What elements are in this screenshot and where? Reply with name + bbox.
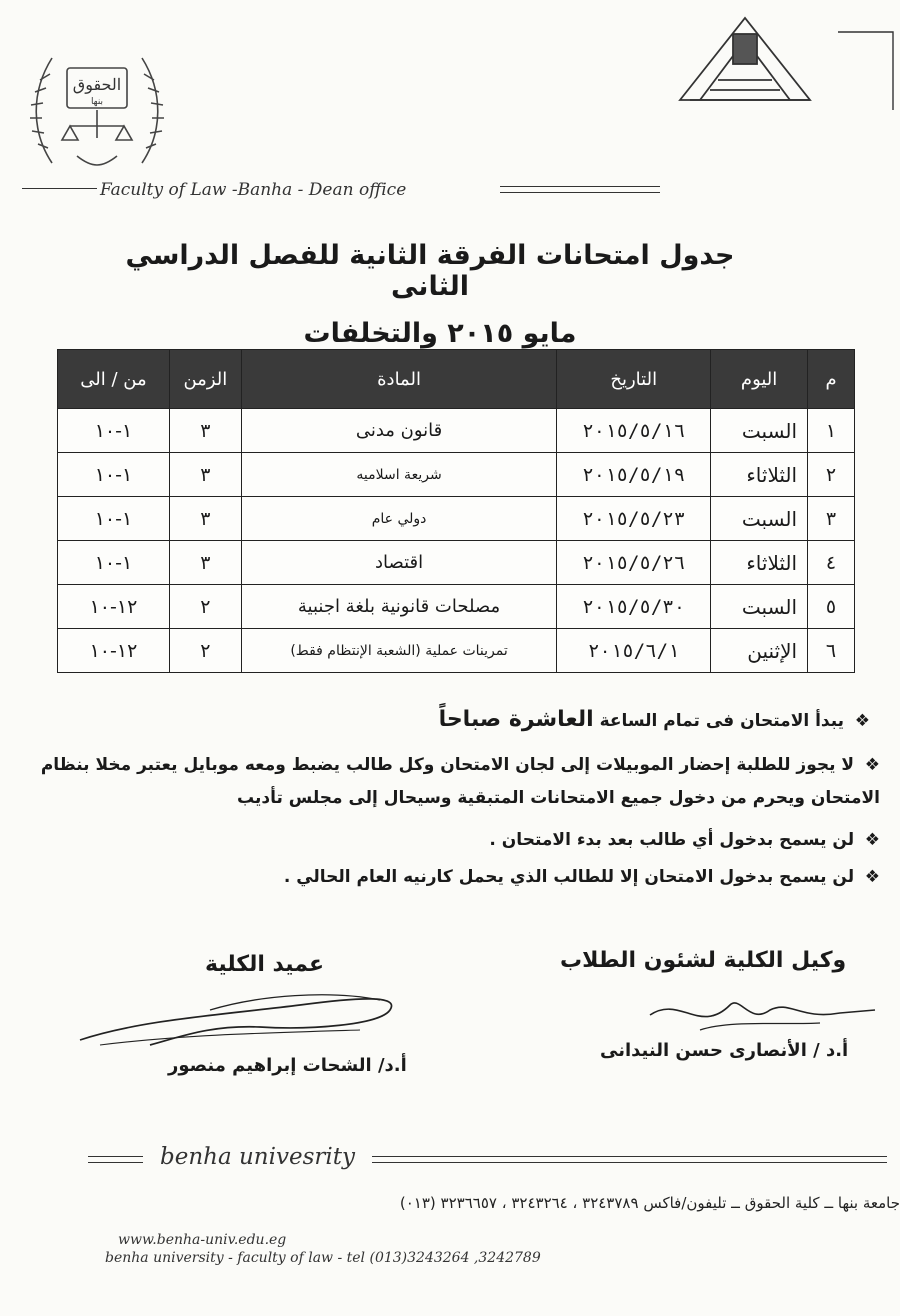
logo-subtext: بنها xyxy=(90,97,104,107)
table-row xyxy=(58,629,855,673)
cell-date: ٢٠١٥/٥/٢٦ xyxy=(557,541,711,585)
university-emblem xyxy=(670,10,820,105)
dean-title: عميد الكلية xyxy=(205,952,325,977)
col-header-day: اليوم xyxy=(711,350,808,409)
note-start-time xyxy=(40,705,880,735)
cell-day: الثلاثاء xyxy=(711,541,808,585)
cell-duration: ٢ xyxy=(169,585,241,629)
footer-address: جامعة بنها ــ كلية الحقوق ــ تليفون/فاكس ٣٢٤٣٧٨٩ ، ٣٢٤٣٢٦٤ ، ٣٢٣٦٦٥٧ (٠١٣) xyxy=(399,1194,900,1212)
vice-dean-title: وكيل الكلية لشئون الطلاب xyxy=(560,948,847,973)
vice-dean-signature xyxy=(640,985,880,1045)
cell-day: السبت xyxy=(711,409,808,453)
cell-subject: اقتصاد xyxy=(241,541,556,585)
cell-time: ١٢-١٠ xyxy=(58,585,170,629)
cell-m: ٤ xyxy=(808,541,855,585)
table-row xyxy=(58,541,855,585)
cell-time: ١-١٠ xyxy=(58,409,170,453)
cell-time: ١٢-١٠ xyxy=(58,629,170,673)
cell-duration: ٣ xyxy=(169,497,241,541)
cell-time: ١-١٠ xyxy=(58,497,170,541)
page-title: جدول امتحانات الفرقة الثانية للفصل الدراسي الثانى xyxy=(125,240,735,302)
table-row xyxy=(58,409,855,453)
col-header-subject: المادة xyxy=(241,350,556,409)
cell-duration: ٣ xyxy=(169,541,241,585)
col-header-date: التاريخ xyxy=(557,350,711,409)
cell-duration: ٣ xyxy=(169,453,241,497)
footer-university-name: benha univesrity xyxy=(160,1144,355,1170)
table-header-row xyxy=(58,350,855,409)
cell-day: السبت xyxy=(711,497,808,541)
note-late-entry-text: لن يسمح بدخول أي طالب بعد بدء الامتحان . xyxy=(489,829,855,850)
note-id-card xyxy=(40,866,880,889)
cell-date: ٢٠١٥/٦/١ xyxy=(557,629,711,673)
cell-date: ٢٠١٥/٥/٣٠ xyxy=(557,585,711,629)
diamond-bullet-icon: ❖ xyxy=(854,711,870,731)
header-rule-right xyxy=(500,186,660,187)
cell-date: ٢٠١٥/٥/٢٣ xyxy=(557,497,711,541)
note-start-emphasis: العاشرة صباحاً xyxy=(438,707,594,732)
exam-schedule-table xyxy=(57,349,855,673)
footer-rule-left xyxy=(88,1156,143,1157)
header-rule-left xyxy=(22,188,97,189)
cell-m: ٥ xyxy=(808,585,855,629)
footer-rule-left-2 xyxy=(88,1162,143,1163)
dean-office-heading: Faculty of Law -Banha - Dean office xyxy=(100,180,407,200)
cell-date: ٢٠١٥/٥/١٦ xyxy=(557,409,711,453)
footer-rule-right xyxy=(372,1156,887,1157)
col-header-m: م xyxy=(808,350,855,409)
cell-time: ١-١٠ xyxy=(58,453,170,497)
vice-dean-name: أ.د / الأنصارى حسن النيدانى xyxy=(600,1040,849,1061)
table-row xyxy=(58,585,855,629)
cell-subject: قانون مدنى xyxy=(241,409,556,453)
note-start-text: يبدأ الامتحان فى تمام الساعة xyxy=(599,711,845,731)
cell-day: الإثنين xyxy=(711,629,808,673)
footer-rule-right-2 xyxy=(372,1162,887,1163)
cell-time: ١-١٠ xyxy=(58,541,170,585)
note-id-card-text: لن يسمح بدخول الامتحان إلا للطالب الذي يحمل كارنيه العام الحالي . xyxy=(283,866,855,887)
cell-subject: دولي عام xyxy=(241,497,556,541)
dean-signature xyxy=(60,975,420,1065)
footer-website: www.benha-univ.edu.eg xyxy=(118,1232,287,1248)
cell-day: السبت xyxy=(711,585,808,629)
cell-m: ٦ xyxy=(808,629,855,673)
dean-name: أ.د/ الشحات إبراهيم منصور xyxy=(168,1055,407,1076)
top-right-frame xyxy=(838,20,896,110)
diamond-bullet-icon: ❖ xyxy=(864,866,880,887)
cell-subject: مصلحات قانونية بلغة اجنبية xyxy=(241,585,556,629)
cell-day: الثلاثاء xyxy=(711,453,808,497)
exam-notes xyxy=(40,705,880,903)
page-subtitle: مايو ٢٠١٥ والتخلفات xyxy=(303,318,577,349)
diamond-bullet-icon: ❖ xyxy=(864,829,880,850)
note-mobiles xyxy=(40,749,880,815)
cell-m: ١ xyxy=(808,409,855,453)
col-header-duration: الزمن xyxy=(169,350,241,409)
table-row xyxy=(58,453,855,497)
note-mobiles-text: لا يجوز للطلبة إحضار الموبيلات إلى لجان الامتحان وكل طالب يضبط ومعه موبايل يعتبر مخلا بنظام الامتحان ويحرم من دخول جميع الامتحانات المتبقية وسيحال إلى مجلس تأديب xyxy=(40,754,880,808)
cell-m: ٢ xyxy=(808,453,855,497)
col-header-time: من / الى xyxy=(58,350,170,409)
faculty-logo xyxy=(22,38,172,173)
footer-contact: benha university - faculty of law - tel (013)3243264 ,3242789 xyxy=(105,1250,541,1266)
cell-date: ٢٠١٥/٥/١٩ xyxy=(557,453,711,497)
cell-m: ٣ xyxy=(808,497,855,541)
cell-subject: تمرينات عملية (الشعبة الإنتظام فقط) xyxy=(241,629,556,673)
table-row xyxy=(58,497,855,541)
logo-text: الحقوق xyxy=(72,75,122,94)
cell-duration: ٢ xyxy=(169,629,241,673)
note-late-entry xyxy=(40,829,880,852)
cell-duration: ٣ xyxy=(169,409,241,453)
cell-subject: شريعة اسلاميه xyxy=(241,453,556,497)
header-rule-right-2 xyxy=(500,192,660,193)
diamond-bullet-icon: ❖ xyxy=(864,754,880,775)
